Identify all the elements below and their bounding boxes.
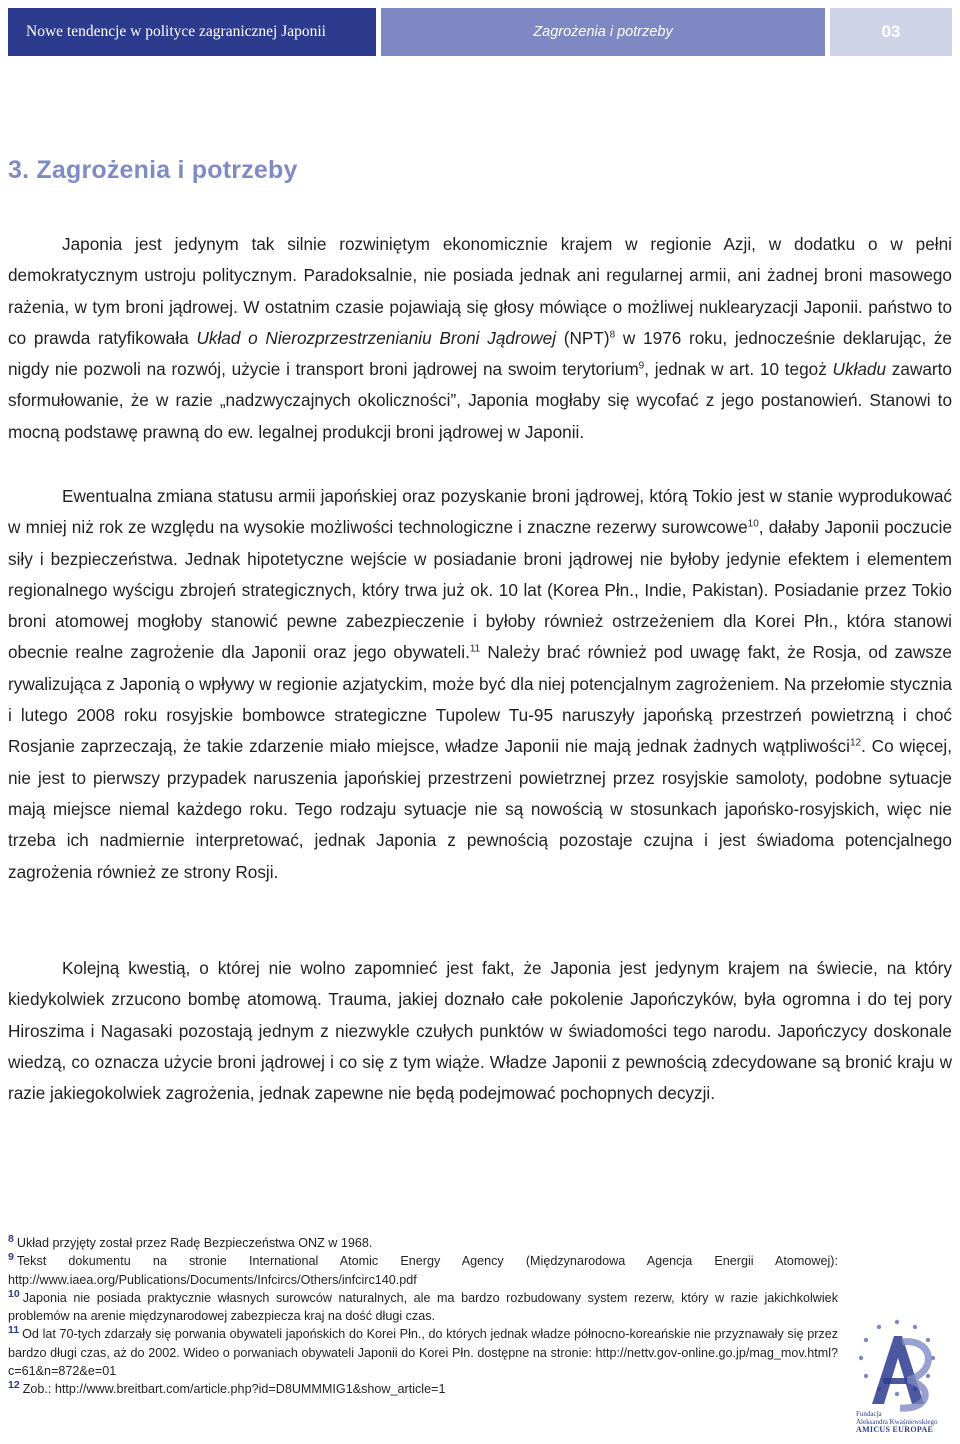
paragraph-text: Kolejną kwestią, o której nie wolno zapomnieć jest fakt, że Japonia jest jedynym krajem na świecie, na który kiedykolwiek zrzucono bombę atomową. Trauma, jakiej doznało całe pokolenie Japończyków, była ogromna i do tej pory Hiroszima i Nagasaki pozostają jednym z niezwykle czułych punktów w świadomości tego narodu. Japończycy doskonale wiedzą, co oznacza użycie broni jądrowej i co się z tym wiąże. Władze Japonii z pewnością zdecydowane są bronić kraju w razie jakiegokolwiek zagrożenia, jednak zapewne nie będą podejmować pochopnych decyzji. [8,958,952,1104]
footnote-number: 11 [8,1324,20,1337]
footnote-number: 12 [8,1379,20,1392]
paragraph-text: Japonia jest jedynym tak silnie rozwiniętym ekonomicznie krajem w regionie Azji, w dodatku o w pełni demokratycznym ustroju politycznym. Paradoksalnie, nie posiada jednak ani regularnej armii, ani żadnej broni masowego rażenia, w tym broni jądrowej. W ostatnim czasie pojawiają się głosy mówiące o możliwej nuklearyzacji Japonii. państwo to co prawda ratyfikowała [8,234,952,348]
paragraph-2 [8,481,952,888]
footnote-text: Zob.: http://www.breitbart.com/article.php?id=D8UMMMIG1&show_article=1 [22,1382,446,1397]
paragraph-3 [8,953,952,1109]
footnote-11 [8,1325,838,1380]
footnote-ref-12[interactable]: 12 [849,737,862,749]
footnote-text: Tekst dokumentu na stronie International Atomic Energy Agency (Międzynarodowa Agencja Energii Atomowej): http://www.iaea.org/Publications/Documents/Infcircs/Others/infcirc140.pdf [8,1254,838,1287]
footnote-ref-8[interactable]: 8 [609,329,616,341]
footnote-9 [8,1252,838,1289]
footnote-10 [8,1289,838,1326]
footnote-ref-11[interactable]: 11 [469,643,481,655]
paragraph-text: (NPT) [556,327,610,348]
footnote-ref-10[interactable]: 10 [747,518,759,530]
footnote-text: Układ przyjęty został przez Radę Bezpieczeństwa ONZ w 1968. [16,1236,373,1250]
chapter-title: Zagrożenia i potrzeby [381,8,825,56]
paragraph-text: , dałaby Japonii poczucie siły i bezpieczeństwa. Jednak hipotetyczne wejście w posiadanie broni jądrowej nie byłoby jedynie efektem i elementem regionalnego wyścigu zbrojeń strategicznych, który trwa już ok. 10 lat (Korea Płn., Indie, Pakistan). Posiadanie przez Tokio broni atomowej mogłoby stanowić pewne zabezpieczenie i byłoby również ostrzeżeniem dla Korei Płn., która stanowi obecnie realne zagrożenie dla Japonii oraz jego obywateli. [8,517,952,663]
footnote-8 [8,1234,838,1252]
paragraph-text: . Co więcej, nie jest to pierwszy przypadek naruszenia japońskiej przestrzeni powietrznej przez rosyjskie samoloty, podobne sytuacje mają miejsce niemal każdego roku. Tego rodzaju sytuacje nie są nowością w stosunkach japońsko-rosyjskich, więc nie trzeba ich nadmiernie interpretować, jednak Japonia z pewnością pozostaje czujna i jest świadoma potencjalnego zagrożenia również ze strony Rosji. [8,736,952,882]
footnote-ref-9[interactable]: 9 [638,360,645,372]
footnote-text: Od lat 70-tych zdarzały się porwania obywateli japońskich do Korei Płn., do których jednak władze północno-koreańskie nie przyznawały się przez bardzo długi czas, aż do 2002. Wideo o porwaniach obywateli Japonii do Korei Płn. dostępne na stronie: http://nettv.gov-online.go.jp/mag_mov.html?c=61&n=872&e=01 [8,1327,838,1379]
section-title: 3. Zagrożenia i potrzeby [8,156,298,184]
footnote-number: 9 [8,1251,14,1264]
footnote-text: Japonia nie posiada praktycznie własnych surowców naturalnych, ale ma bardzo rozbudowany system rezerw, który w razie jakichkolwiek problemów na arenie międzynarodowej zabezpiecza kraj na dość długi czas. [8,1290,838,1324]
book-title: Nowe tendencje w polityce zagranicznej Japonii [8,8,376,56]
paragraph-text: , jednak w art. 10 tegoż [644,359,833,380]
footnote-12 [8,1380,838,1398]
paragraph-text: Ewentualna zmiana statusu armii japońskiej oraz pozyskanie broni jądrowej, którą Tokio jest w stanie wyprodukować w mniej niż rok ze względu na wysokie możliwości technologiczne i znaczne rezerwy surowcowe [8,486,952,538]
foundation-name: Fundacja Aleksandra Kwaśniewskiego AMICUS EUROPAE [856,1410,938,1434]
footnotes [8,1234,838,1399]
chapter-number: 03 [830,8,952,56]
paragraph-1 [8,229,952,448]
footnote-number: 8 [8,1232,14,1245]
paragraph-text: Należy brać również pod uwagę fakt, że Rosja, od zawsze rywalizująca z Japonią o wpływy w regionie azjatyckim, może być dla niej potencjalnym zagrożeniem. Na przełomie stycznia i lutego 2008 roku rosyjskie bombowce strategiczne Tupolew Tu-95 naruszyły japońską przestrzeń powietrzną i choć Rosjanie zaprzeczają, że takie zdarzenie miało miejsce, władze Japonii nie mają jednak żadnych wątpliwości [8,642,952,757]
treaty-short-name: Układu [832,359,887,380]
running-header [8,8,952,56]
treaty-name: Układ o Nierozprzestrzenianiu Broni Jądrowej [196,327,557,348]
paragraph-text: w 1976 roku, jednocześnie deklarując, że nigdy nie pozwoli na rozwój, użycie i transport broni jądrowej na swoim terytorium [8,327,952,380]
footnote-number: 10 [8,1287,20,1300]
paragraph-text: zawarto sformułowanie, że w razie „nadzwyczajnych okoliczności”, Japonia mogłaby się wycofać z jego postanowień. Stanowi to mocną podstawę prawną do ew. legalnej produkcji broni jądrowej w Japonii. [8,359,952,442]
